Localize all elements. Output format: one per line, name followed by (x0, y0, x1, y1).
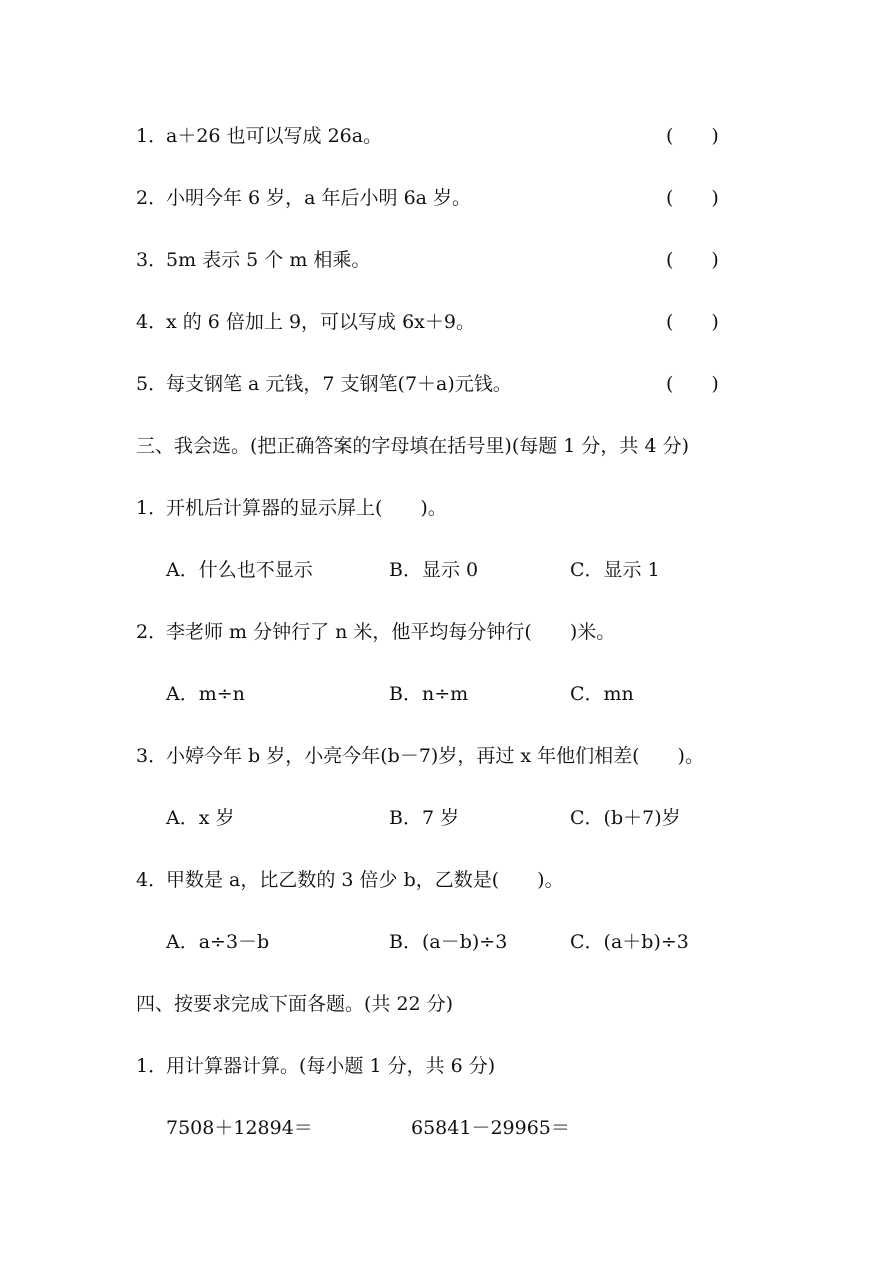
option-c: C．mn (570, 683, 634, 705)
option-b: B．显示 0 (389, 559, 479, 581)
item-text: 小明今年 6 岁，a 年后小明 6a 岁。 (166, 187, 472, 209)
option-c: C．(a＋b)÷3 (570, 931, 689, 953)
answer-parentheses: ( ) (666, 311, 719, 333)
question-text: 甲数是 a，比乙数的 3 倍少 b，乙数是( )。 (166, 869, 564, 891)
question-text: 开机后计算器的显示屏上( )。 (166, 497, 447, 519)
question-text: 李老师 m 分钟行了 n 米，他平均每分钟行( )米。 (166, 621, 616, 643)
section-heading: 三、我会选。(把正确答案的字母填在括号里)(每题 1 分，共 4 分) (136, 435, 689, 457)
question-number: 3． (136, 745, 168, 767)
answer-parentheses: ( ) (666, 249, 719, 271)
answer-parentheses: ( ) (666, 373, 719, 395)
calc-expression: 65841－29965＝ (411, 1117, 570, 1139)
item-number: 4． (136, 311, 168, 333)
calc-expression: 7508＋12894＝ (166, 1117, 313, 1139)
question-number: 1． (136, 1055, 168, 1077)
option-b: B．(a－b)÷3 (389, 931, 508, 953)
question-number: 1． (136, 497, 168, 519)
option-b: B．n÷m (389, 683, 469, 705)
question-number: 4． (136, 869, 168, 891)
option-a: A．x 岁 (166, 807, 235, 829)
option-a: A．a÷3－b (166, 931, 270, 953)
item-text: x 的 6 倍加上 9，可以写成 6x＋9。 (166, 311, 475, 333)
question-number: 2． (136, 621, 168, 643)
option-b: B．7 岁 (389, 807, 460, 829)
option-c: C．(b＋7)岁 (570, 807, 681, 829)
option-a: A．什么也不显示 (166, 559, 313, 581)
option-c: C．显示 1 (570, 559, 660, 581)
item-text: a＋26 也可以写成 26a。 (166, 125, 383, 147)
item-number: 2． (136, 187, 168, 209)
item-text: 5m 表示 5 个 m 相乘。 (166, 249, 371, 271)
answer-parentheses: ( ) (666, 125, 719, 147)
item-number: 1． (136, 125, 168, 147)
question-text: 用计算器计算。(每小题 1 分，共 6 分) (166, 1055, 496, 1077)
question-text: 小婷今年 b 岁，小亮今年(b－7)岁，再过 x 年他们相差( )。 (166, 745, 704, 767)
option-a: A．m÷n (166, 683, 245, 705)
section-heading: 四、按要求完成下面各题。(共 22 分) (136, 993, 454, 1015)
item-number: 3． (136, 249, 168, 271)
item-text: 每支钢笔 a 元钱，7 支钢笔(7＋a)元钱。 (166, 373, 512, 395)
item-number: 5． (136, 373, 168, 395)
answer-parentheses: ( ) (666, 187, 719, 209)
